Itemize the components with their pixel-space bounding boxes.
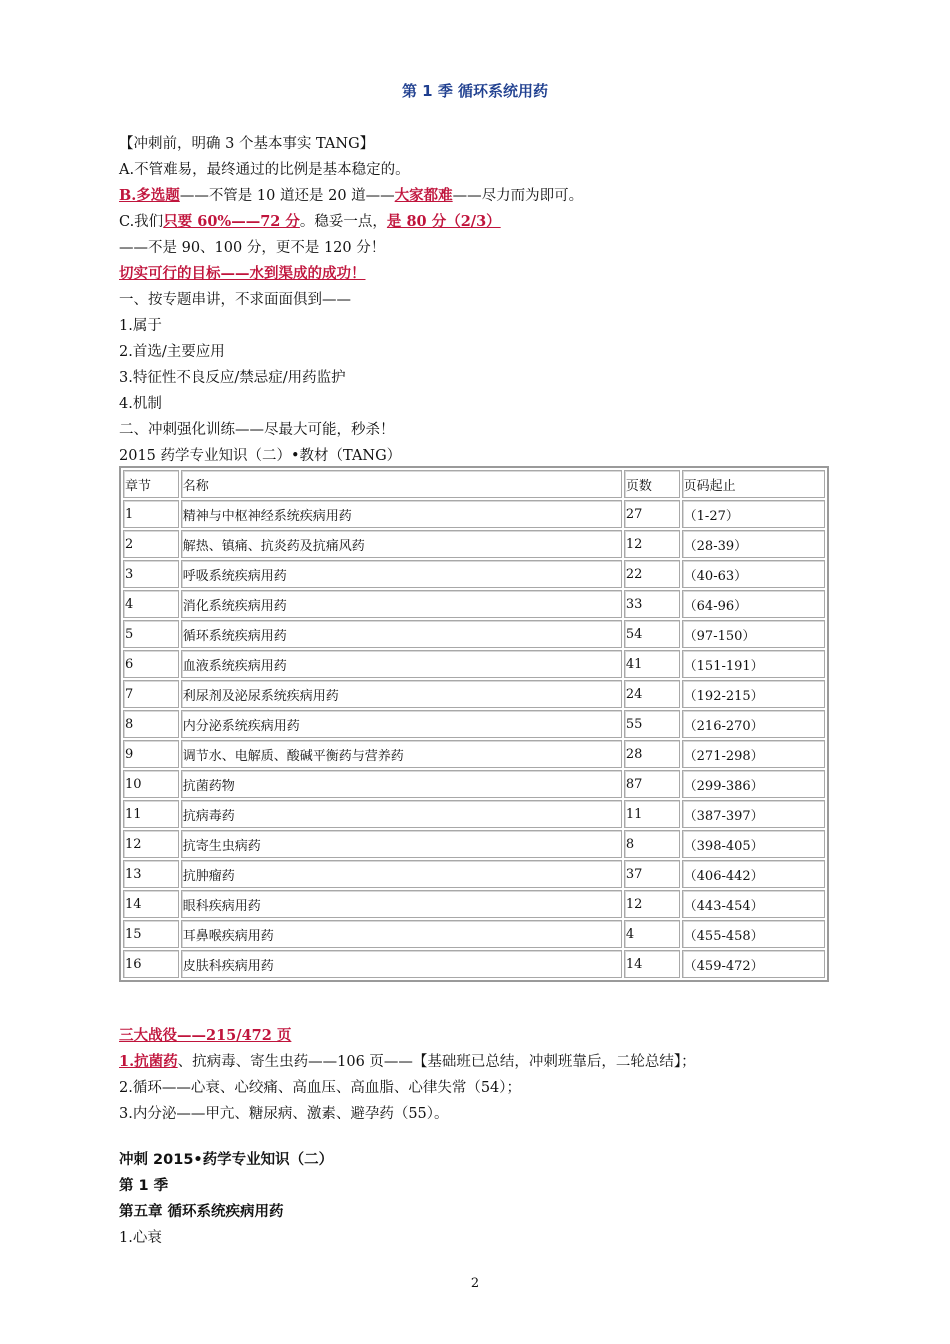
table-row xyxy=(123,830,825,858)
section-line-1: 冲刺 2015•药学专业知识（二） xyxy=(119,1152,334,1168)
cell-pages: 4 xyxy=(624,920,680,948)
cell-range: （443-454） xyxy=(682,890,825,918)
cell-pages: 41 xyxy=(624,650,680,678)
table-caption: 2015 药学专业知识（二）•教材（TANG） xyxy=(119,448,402,464)
table-row xyxy=(123,680,825,708)
intro-line-10: 3.特征性不良反应/禁忌症/用药监护 xyxy=(119,370,346,386)
cell-chapter: 4 xyxy=(123,590,179,618)
table-row xyxy=(123,530,825,558)
table-body xyxy=(123,500,825,978)
cell-chapter: 15 xyxy=(123,920,179,948)
goal-heading: 切实可行的目标——水到渠成的成功！ xyxy=(119,265,366,282)
cell-pages: 33 xyxy=(624,590,680,618)
cell-name: 呼吸系统疾病用药 xyxy=(181,560,622,588)
table-row xyxy=(123,650,825,678)
cell-pages: 54 xyxy=(624,620,680,648)
cell-chapter: 2 xyxy=(123,530,179,558)
cell-chapter: 1 xyxy=(123,500,179,528)
table-row xyxy=(123,500,825,528)
cell-range: （216-270） xyxy=(682,710,825,738)
text-segment: 、抗病毒、寄生虫药——106 页——【基础班已总结，冲刺班靠后，二轮总结】； xyxy=(177,1054,696,1070)
table-row xyxy=(123,590,825,618)
cell-range: （406-442） xyxy=(682,860,825,888)
table-row xyxy=(123,770,825,798)
text-segment: C.我们 xyxy=(119,214,164,230)
battles-item-3: 3.内分泌——甲亢、糖尿病、激素、避孕药（55）。 xyxy=(119,1106,449,1122)
cell-chapter: 10 xyxy=(123,770,179,798)
cell-name: 抗菌药物 xyxy=(181,770,622,798)
chapter-table xyxy=(119,466,829,982)
cell-name: 抗病毒药 xyxy=(181,800,622,828)
page-number: 2 xyxy=(470,1276,480,1291)
cell-name: 精神与中枢神经系统疾病用药 xyxy=(181,500,622,528)
cell-chapter: 7 xyxy=(123,680,179,708)
cell-chapter: 14 xyxy=(123,890,179,918)
cell-range: （459-472） xyxy=(682,950,825,978)
highlight-all-hard: 大家都难 xyxy=(394,187,453,204)
header-cell-range: 页码起止 xyxy=(682,470,825,498)
cell-pages: 55 xyxy=(624,710,680,738)
intro-line-7: 一、按专题串讲，不求面面俱到—— xyxy=(119,292,351,308)
table-row xyxy=(123,800,825,828)
cell-range: （97-150） xyxy=(682,620,825,648)
chapter-heading: 第五章 循环系统疾病用药 xyxy=(119,1204,284,1220)
cell-name: 耳鼻喉疾病用药 xyxy=(181,920,622,948)
cell-name: 抗肿瘤药 xyxy=(181,860,622,888)
cell-chapter: 11 xyxy=(123,800,179,828)
header-cell-name: 名称 xyxy=(181,470,622,498)
table-row xyxy=(123,890,825,918)
cell-name: 皮肤科疾病用药 xyxy=(181,950,622,978)
cell-range: （271-298） xyxy=(682,740,825,768)
cell-pages: 27 xyxy=(624,500,680,528)
intro-line-1: 【冲刺前，明确 3 个基本事实 TANG】 xyxy=(119,136,375,152)
cell-range: （151-191） xyxy=(682,650,825,678)
cell-range: （28-39） xyxy=(682,530,825,558)
table-row xyxy=(123,920,825,948)
intro-line-9: 2.首选/主要应用 xyxy=(119,344,225,360)
cell-pages: 11 xyxy=(624,800,680,828)
section-line-2: 第 1 季 xyxy=(119,1178,169,1194)
cell-pages: 14 xyxy=(624,950,680,978)
cell-chapter: 5 xyxy=(123,620,179,648)
cell-name: 血液系统疾病用药 xyxy=(181,650,622,678)
cell-chapter: 16 xyxy=(123,950,179,978)
cell-chapter: 13 xyxy=(123,860,179,888)
header-cell-pages: 页数 xyxy=(624,470,680,498)
table-row xyxy=(123,620,825,648)
cell-name: 解热、镇痛、抗炎药及抗痛风药 xyxy=(181,530,622,558)
intro-line-11: 4.机制 xyxy=(119,396,162,412)
intro-line-5: ——不是 90、100 分，更不是 120 分！ xyxy=(119,240,386,256)
cell-chapter: 12 xyxy=(123,830,179,858)
intro-line-8: 1.属于 xyxy=(119,318,162,334)
battles-item-2: 2.循环——心衰、心绞痛、高血压、高血脂、心律失常（54）； xyxy=(119,1080,522,1096)
table-row xyxy=(123,740,825,768)
text-segment: 。稳妥一点， xyxy=(299,214,387,230)
table-row xyxy=(123,710,825,738)
battles-item-1 xyxy=(119,1052,696,1072)
cell-pages: 12 xyxy=(624,890,680,918)
highlight-antibacterial: 1.抗菌药 xyxy=(119,1053,178,1070)
table-row xyxy=(123,560,825,588)
cell-range: （40-63） xyxy=(682,560,825,588)
intro-line-2: A.不管难易，最终通过的比例是基本稳定的。 xyxy=(119,162,410,178)
cell-range: （387-397） xyxy=(682,800,825,828)
table-row xyxy=(123,950,825,978)
cell-name: 抗寄生虫病药 xyxy=(181,830,622,858)
cell-chapter: 3 xyxy=(123,560,179,588)
cell-range: （398-405） xyxy=(682,830,825,858)
highlight-multiple-choice: B.多选题 xyxy=(119,187,180,204)
intro-line-3 xyxy=(119,186,583,206)
cell-range: （455-458） xyxy=(682,920,825,948)
cell-pages: 28 xyxy=(624,740,680,768)
cell-name: 眼科疾病用药 xyxy=(181,890,622,918)
cell-pages: 12 xyxy=(624,530,680,558)
intro-line-4 xyxy=(119,212,501,232)
cell-chapter: 8 xyxy=(123,710,179,738)
cell-range: （192-215） xyxy=(682,680,825,708)
cell-pages: 8 xyxy=(624,830,680,858)
table-row xyxy=(123,860,825,888)
text-segment: ——不管是 10 道还是 20 道—— xyxy=(179,188,395,204)
cell-name: 调节水、电解质、酸碱平衡药与营养药 xyxy=(181,740,622,768)
page-title: 第 1 季 循环系统用药 xyxy=(401,82,549,100)
cell-pages: 87 xyxy=(624,770,680,798)
cell-chapter: 9 xyxy=(123,740,179,768)
section-line-4: 1.心衰 xyxy=(119,1230,162,1246)
intro-line-12: 二、冲刺强化训练——尽最大可能，秒杀！ xyxy=(119,422,395,438)
table-header-row xyxy=(123,470,825,498)
cell-name: 循环系统疾病用药 xyxy=(181,620,622,648)
cell-range: （1-27） xyxy=(682,500,825,528)
cell-name: 利尿剂及泌尿系统疾病用药 xyxy=(181,680,622,708)
cell-pages: 24 xyxy=(624,680,680,708)
cell-name: 消化系统疾病用药 xyxy=(181,590,622,618)
battles-heading: 三大战役——215/472 页 xyxy=(119,1027,292,1044)
cell-range: （299-386） xyxy=(682,770,825,798)
cell-name: 内分泌系统疾病用药 xyxy=(181,710,622,738)
cell-range: （64-96） xyxy=(682,590,825,618)
highlight-80-points: 是 80 分（2/3） xyxy=(386,213,501,230)
cell-pages: 22 xyxy=(624,560,680,588)
text-segment: ——尽力而为即可。 xyxy=(452,188,584,204)
cell-pages: 37 xyxy=(624,860,680,888)
cell-chapter: 6 xyxy=(123,650,179,678)
highlight-60-percent: 只要 60%——72 分 xyxy=(163,213,300,230)
header-cell-chapter: 章节 xyxy=(123,470,179,498)
